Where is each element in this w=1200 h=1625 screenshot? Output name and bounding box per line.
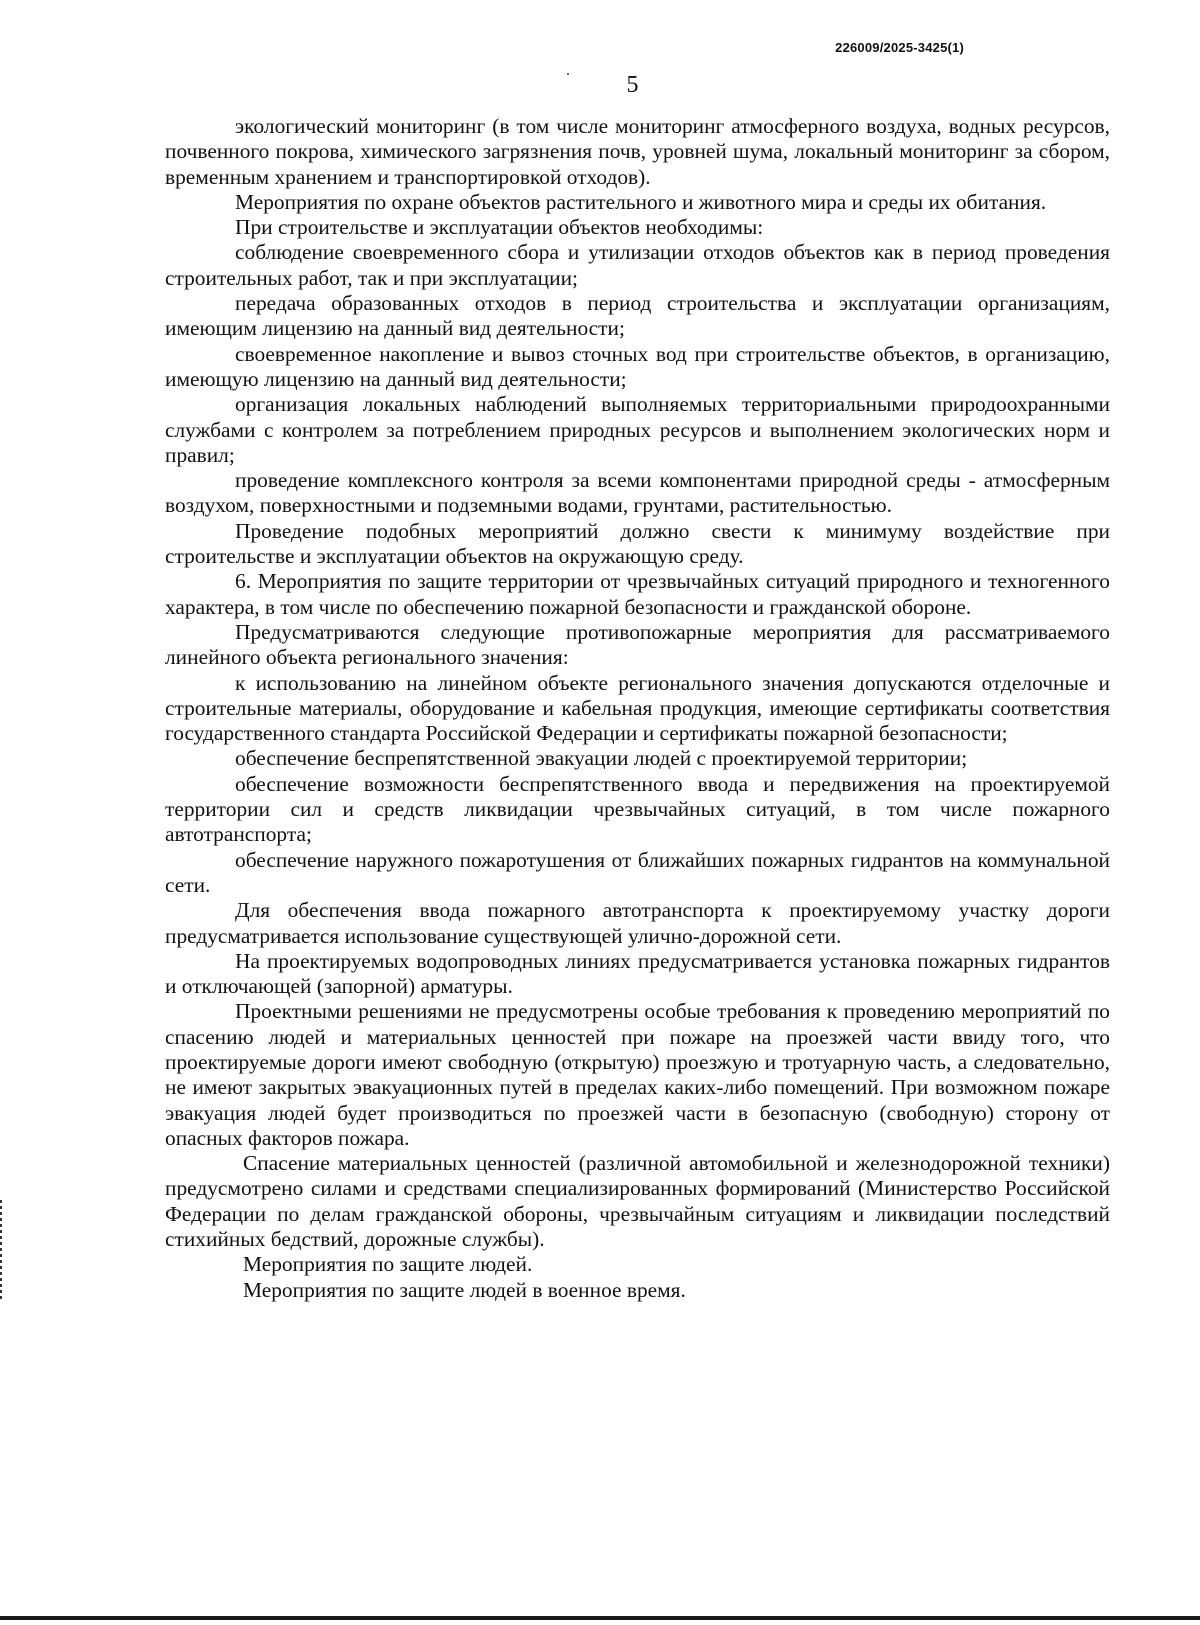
paragraph: Мероприятия по охране объектов растительного и животного мира и среды их обитания. (235, 189, 1047, 214)
paragraph: к использованию на линейном объекте регионального значения допускаются отделочные и строительные материалы, оборудование и кабельная продукция, имеющие сертификаты соответствия государственного стандарта Российской Федерации и сертификаты пожарной безопасности; (165, 670, 1110, 746)
paragraph: своевременное накопление и вывоз сточных вод при строительстве объектов, в организацию, имеющую лицензию на данный вид деятельности; (165, 341, 1110, 391)
scan-bottom-edge (0, 1616, 1200, 1620)
page-number: 5 (626, 72, 639, 98)
paragraph: передача образованных отходов в период строительства и эксплуатации организациям, имеющим лицензию на данный вид деятельности; (165, 291, 1110, 341)
paragraph: Мероприятия по защите людей в военное время. (243, 1277, 686, 1302)
paragraph: организация локальных наблюдений выполняемых территориальными природоохранными службами с контролем за потреблением природных ресурсов и выполнением экологических норм и правил; (165, 392, 1110, 467)
paragraph: Предусматриваются следующие противопожарные мероприятия для рассматриваемого линейного объекта регионального значения: (165, 619, 1110, 670)
paragraph: Проведение подобных мероприятий должно свести к минимуму воздействие при строительстве и эксплуатации объектов на окружающую среду. (165, 518, 1110, 569)
scan-margin-mark (0, 1200, 2, 1300)
paragraph: При строительстве и эксплуатации объектов необходимы: (235, 215, 764, 240)
section-heading-paragraph: 6. Мероприятия по защите территории от чрезвычайных ситуаций природного и техногенного характера, в том числе по обеспечению пожарной безопасности и гражданской обороне. (165, 569, 1110, 619)
document-registration-number: 226009/2025-3425(1) (835, 40, 964, 55)
document-body (165, 114, 1110, 1303)
paragraph: экологический мониторинг (в том числе мониторинг атмосферного воздуха, водных ресурсов, почвенного покрова, химического загрязнения почв, уровней шума, локальный мониторинг за сбором, временным хранением и транспортировкой отходов). (165, 114, 1110, 189)
paragraph: Спасение материальных ценностей (различной автомобильной и железнодорожной техники) предусмотрено силами и средствами специализированных формирований (Министерство Российской Федерации по делам гражданской обороны, чрезвычайным ситуациям и ликвидации последствий стихийных бедствий, дорожные службы). (165, 1151, 1110, 1252)
paragraph: Мероприятия по защите людей. (243, 1252, 533, 1277)
paragraph: соблюдение своевременного сбора и утилизации отходов объектов как в период проведения строительных работ, так и при эксплуатации; (165, 240, 1110, 290)
paragraph: проведение комплексного контроля за всеми компонентами природной среды - атмосферным воздухом, поверхностными и подземными водами, грунтами, растительностью. (165, 468, 1110, 518)
paragraph: обеспечение наружного пожаротушения от ближайших пожарных гидрантов на коммунальной сети. (165, 847, 1110, 897)
paragraph: Проектными решениями не предусмотрены особые требования к проведению мероприятий по спасению людей и материальных ценностей при пожаре на проезжей части ввиду того, что проектируемые дороги имеют свободную (открытую) проезжую и тротуарную часть, а следовательно, не имеют закрытых эвакуационных путей в пределах каких-либо помещений. При возможном пожаре эвакуация людей будет производиться по проезжей части в безопасную (свободную) сторону от опасных факторов пожара. (165, 999, 1110, 1150)
paragraph: Для обеспечения ввода пожарного автотранспорта к проектируемому участку дороги предусматривается использование существующей улично-дорожной сети. (165, 898, 1110, 948)
paragraph: На проектируемых водопроводных линиях предусматривается установка пожарных гидрантов и отключающей (запорной) арматуры. (165, 948, 1110, 999)
paragraph: обеспечение возможности беспрепятственного ввода и передвижения на проектируемой территории сил и средств ликвидации чрезвычайных ситуаций, в том числе пожарного автотранспорта; (165, 771, 1110, 847)
paragraph: обеспечение беспрепятственной эвакуации людей с проектируемой территории; (235, 746, 968, 771)
